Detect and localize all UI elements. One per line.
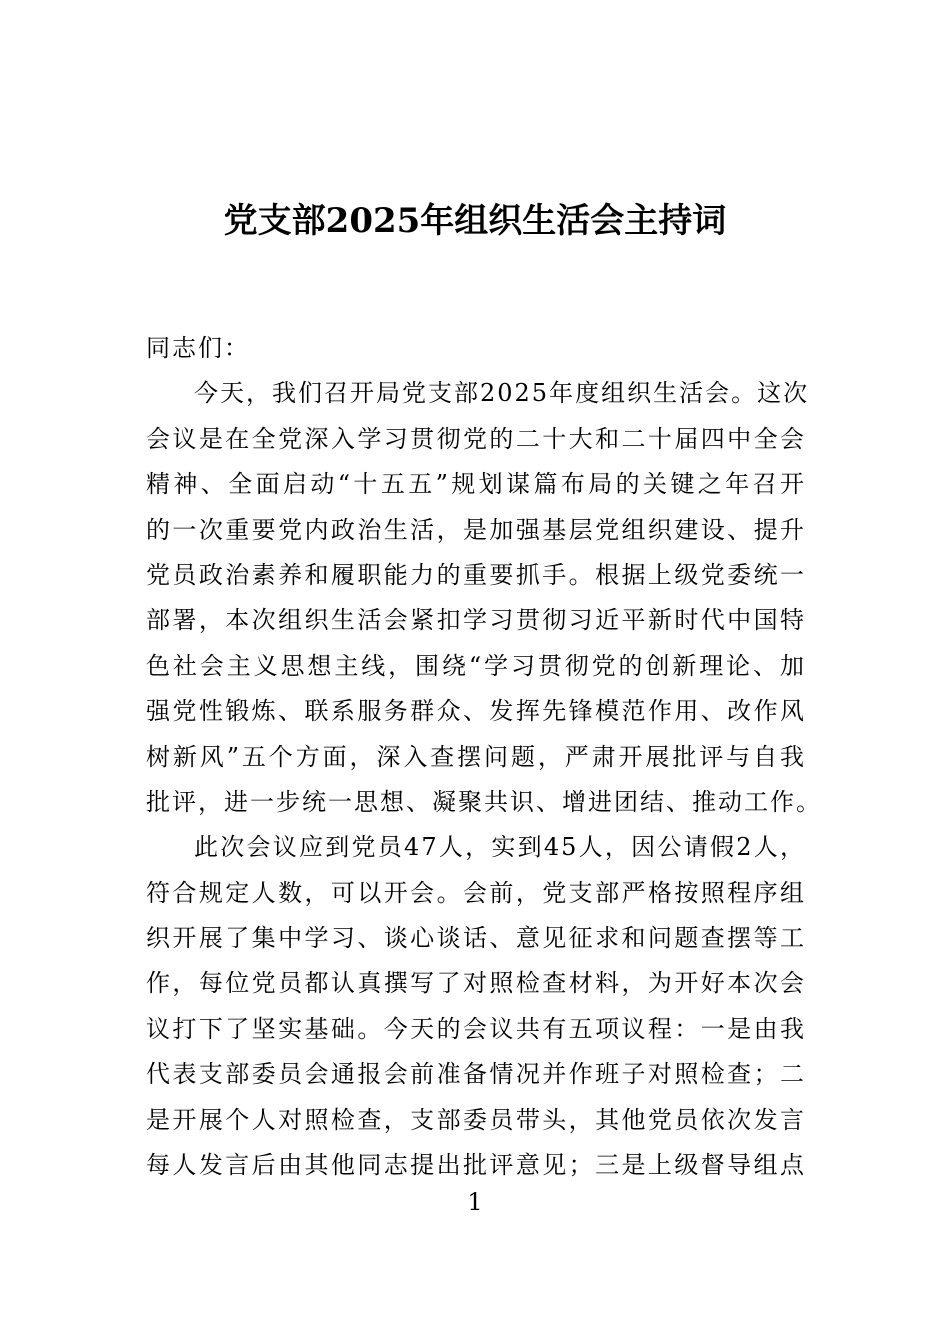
- paragraph-line: 色社会主义思想主线，围绕“学习贯彻党的创新理论、加: [146, 651, 806, 680]
- page-number: 1: [467, 1188, 483, 1216]
- paragraph-line: 今天，我们召开局党支部2025年度组织生活会。这次: [194, 379, 810, 408]
- salutation: 同志们：: [146, 334, 250, 362]
- paragraph-line: 批评，进一步统一思想、凝聚共识、增进团结、推动工作。: [146, 787, 822, 816]
- paragraph-line: 此次会议应到党员47人，实到45人，因公请假2人，: [194, 833, 806, 862]
- paragraph-line: 织开展了集中学习、谈心谈话、意见征求和问题查摆等工: [146, 924, 806, 953]
- paragraph-line: 精神、全面启动“十五五”规划谋篇布局的关键之年召开: [146, 470, 806, 499]
- paragraph-line: 每人发言后由其他同志提出批评意见；三是上级督导组点: [146, 1151, 806, 1180]
- paragraph-line: 树新风”五个方面，深入查摆问题，严肃开展批评与自我: [146, 742, 806, 771]
- document-title: 党支部2025年组织生活会主持词: [223, 201, 727, 241]
- paragraph-2: [146, 825, 806, 1188]
- paragraph-line: 是开展个人对照检查，支部委员带头，其他党员依次发言: [146, 1105, 806, 1134]
- paragraph-line: 代表支部委员会通报会前准备情况并作班子对照检查；二: [146, 1060, 806, 1089]
- paragraph-line: 的一次重要党内政治生活，是加强基层党组织建设、提升: [146, 515, 806, 544]
- paragraph-1: [146, 371, 822, 825]
- paragraph-line: 作，每位党员都认真撰写了对照检查材料，为开好本次会: [146, 969, 806, 998]
- paragraph-line: 党员政治素养和履职能力的重要抓手。根据上级党委统一: [146, 560, 806, 589]
- paragraph-line: 会议是在全党深入学习贯彻党的二十大和二十届四中全会: [146, 424, 806, 453]
- document-body: [146, 326, 822, 1188]
- paragraph-line: 符合规定人数，可以开会。会前，党支部严格按照程序组: [146, 878, 806, 907]
- paragraph-line: 部署，本次组织生活会紧扣学习贯彻习近平新时代中国特: [146, 606, 806, 635]
- paragraph-line: 议打下了坚实基础。今天的会议共有五项议程：一是由我: [146, 1014, 806, 1043]
- paragraph-line: 强党性锻炼、联系服务群众、发挥先锋模范作用、改作风: [146, 697, 806, 726]
